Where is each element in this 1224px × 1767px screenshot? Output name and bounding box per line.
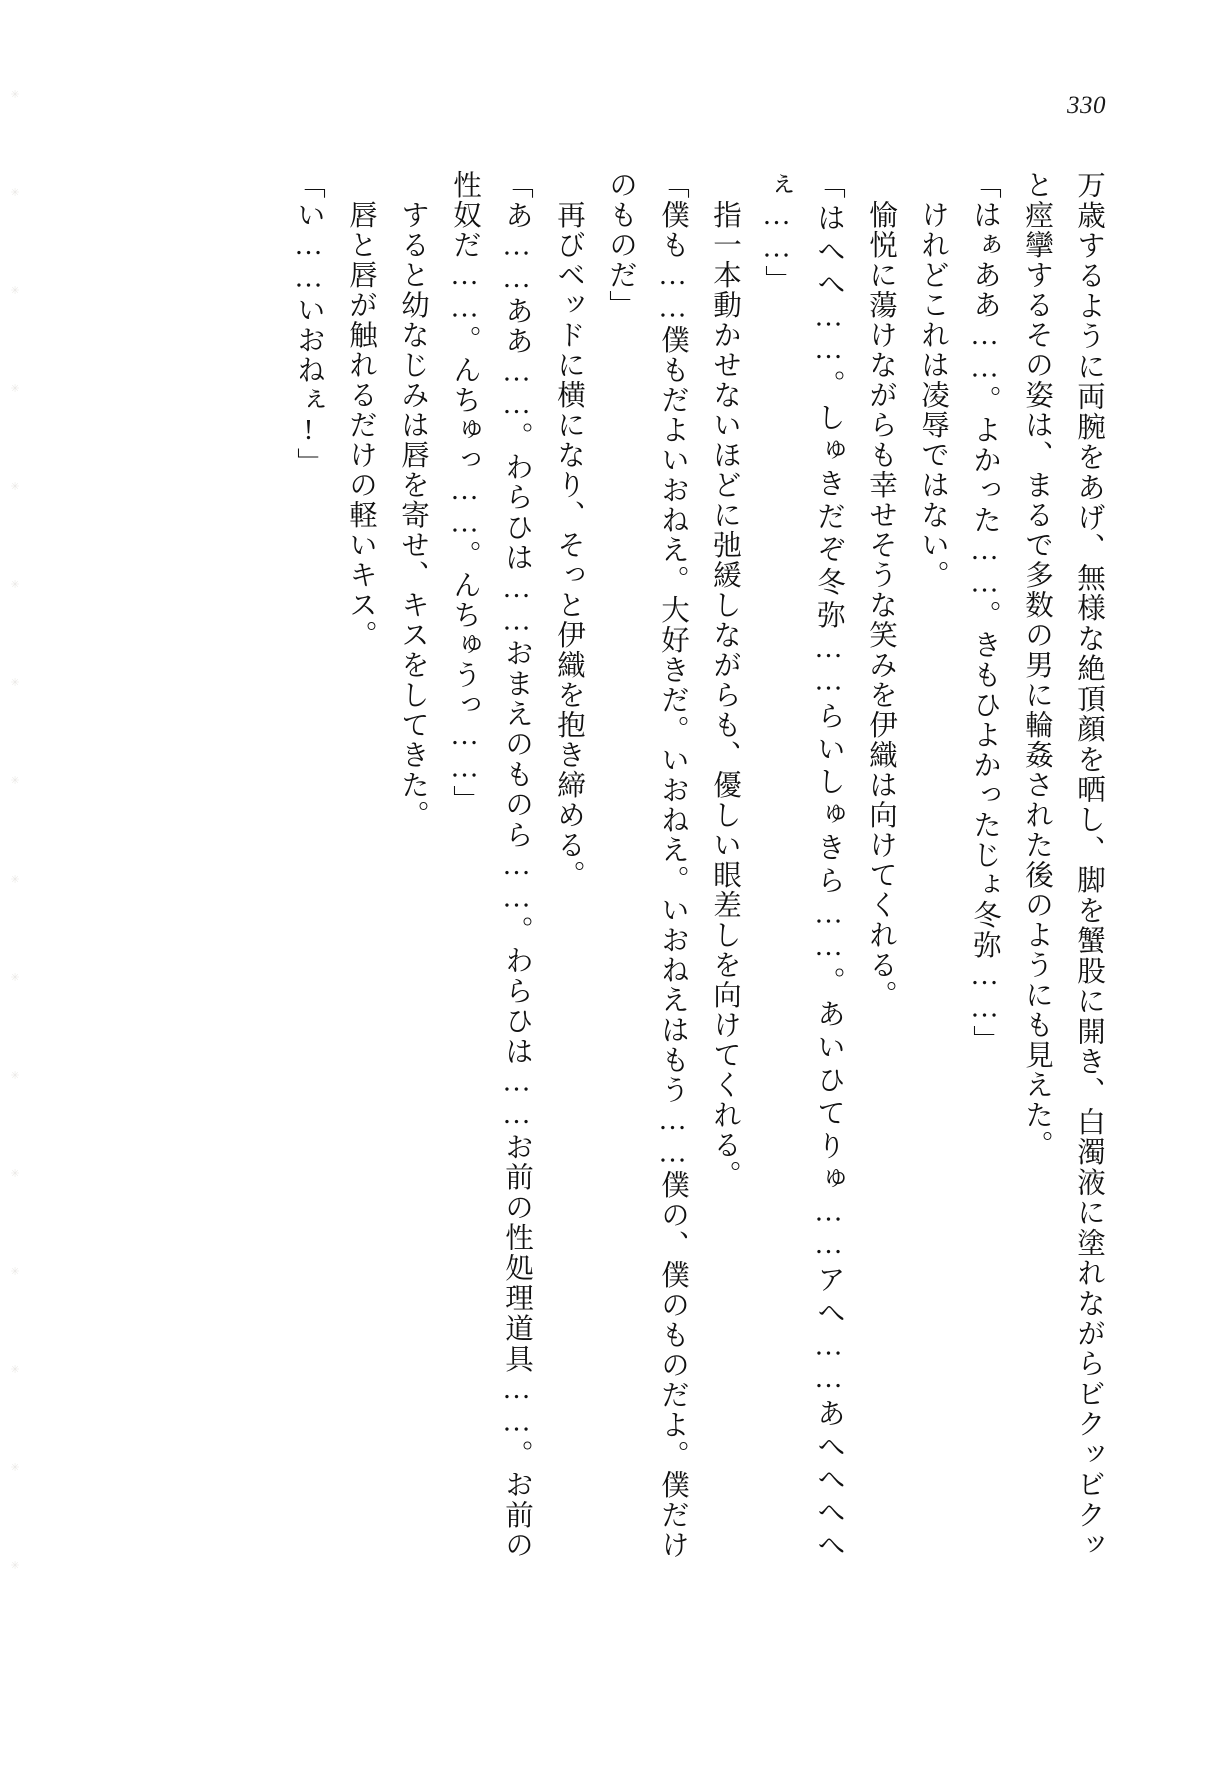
binding-mark: ✳ — [10, 88, 20, 101]
binding-mark: ✳ — [10, 872, 20, 886]
paragraph: けれどこれは凌辱ではない。 — [917, 200, 948, 590]
body-text — [234, 170, 1114, 1560]
paragraph: すると幼なじみは唇を寄せ、キスをしてきた。 — [397, 200, 428, 830]
binding-mark: ✳ — [10, 1362, 20, 1376]
paragraph: 万歳するように両腕をあげ、無様な絶頂顔を晒し、脚を蟹股に開き、白濁液に塗れながらビクッビクッと痙攣するその姿は、まるで多数の男に輪姦された後のようにも見えた。 — [1021, 170, 1104, 1560]
paragraph: 「はぁああ……。よかった……。きもひよかったじょ冬弥……」 — [969, 170, 1000, 1055]
paragraph: 指一本動かせないほどに弛緩しながらも、優しい眼差しを向けてくれる。 — [709, 200, 740, 1190]
paragraph: 「はへへ……。しゅきだぞ冬弥……らいしゅきら……。あいひてりゅ……アへ……あへへへへぇ……」 — [761, 170, 844, 1560]
binding-mark: ✳ — [10, 284, 20, 298]
binding-mark: ✳ — [10, 970, 20, 984]
binding-marks — [8, 90, 22, 1570]
binding-mark: ✳ — [10, 186, 20, 200]
binding-mark: ✳ — [10, 382, 20, 396]
binding-mark: ✳ — [10, 480, 20, 494]
binding-mark: ✳ — [10, 1460, 20, 1474]
binding-mark: ✳ — [10, 1264, 20, 1278]
paragraph: 「い……いおねぇ!」 — [293, 170, 324, 478]
binding-mark: ✳ — [10, 676, 20, 690]
binding-mark: ✳ — [10, 1166, 20, 1180]
paragraph: 「僕も……僕もだよいおねえ。大好きだ。いおねえ。いおねえはもう……僕の、僕のものだよ。僕だけのものだ」 — [605, 170, 688, 1560]
paragraph: 愉悦に蕩けながらも幸せそうな笑みを伊織は向けてくれる。 — [865, 200, 896, 1010]
binding-mark: ✳ — [10, 774, 20, 788]
page-number: 330 — [1067, 92, 1106, 119]
binding-mark: ✳ — [10, 1558, 20, 1572]
binding-mark: ✳ — [10, 1068, 20, 1082]
binding-mark: ✳ — [10, 578, 20, 592]
paragraph: 「あ……ああ……。わらひは……おまえのものら……。わらひは……お前の性処理道具……。お前の性奴だ……。んちゅっ……。んちゅうっ……」 — [449, 170, 532, 1561]
paragraph: 唇と唇が触れるだけの軽いキス。 — [345, 200, 376, 650]
paragraph: 再びベッドに横になり、そっと伊織を抱き締める。 — [553, 200, 584, 890]
